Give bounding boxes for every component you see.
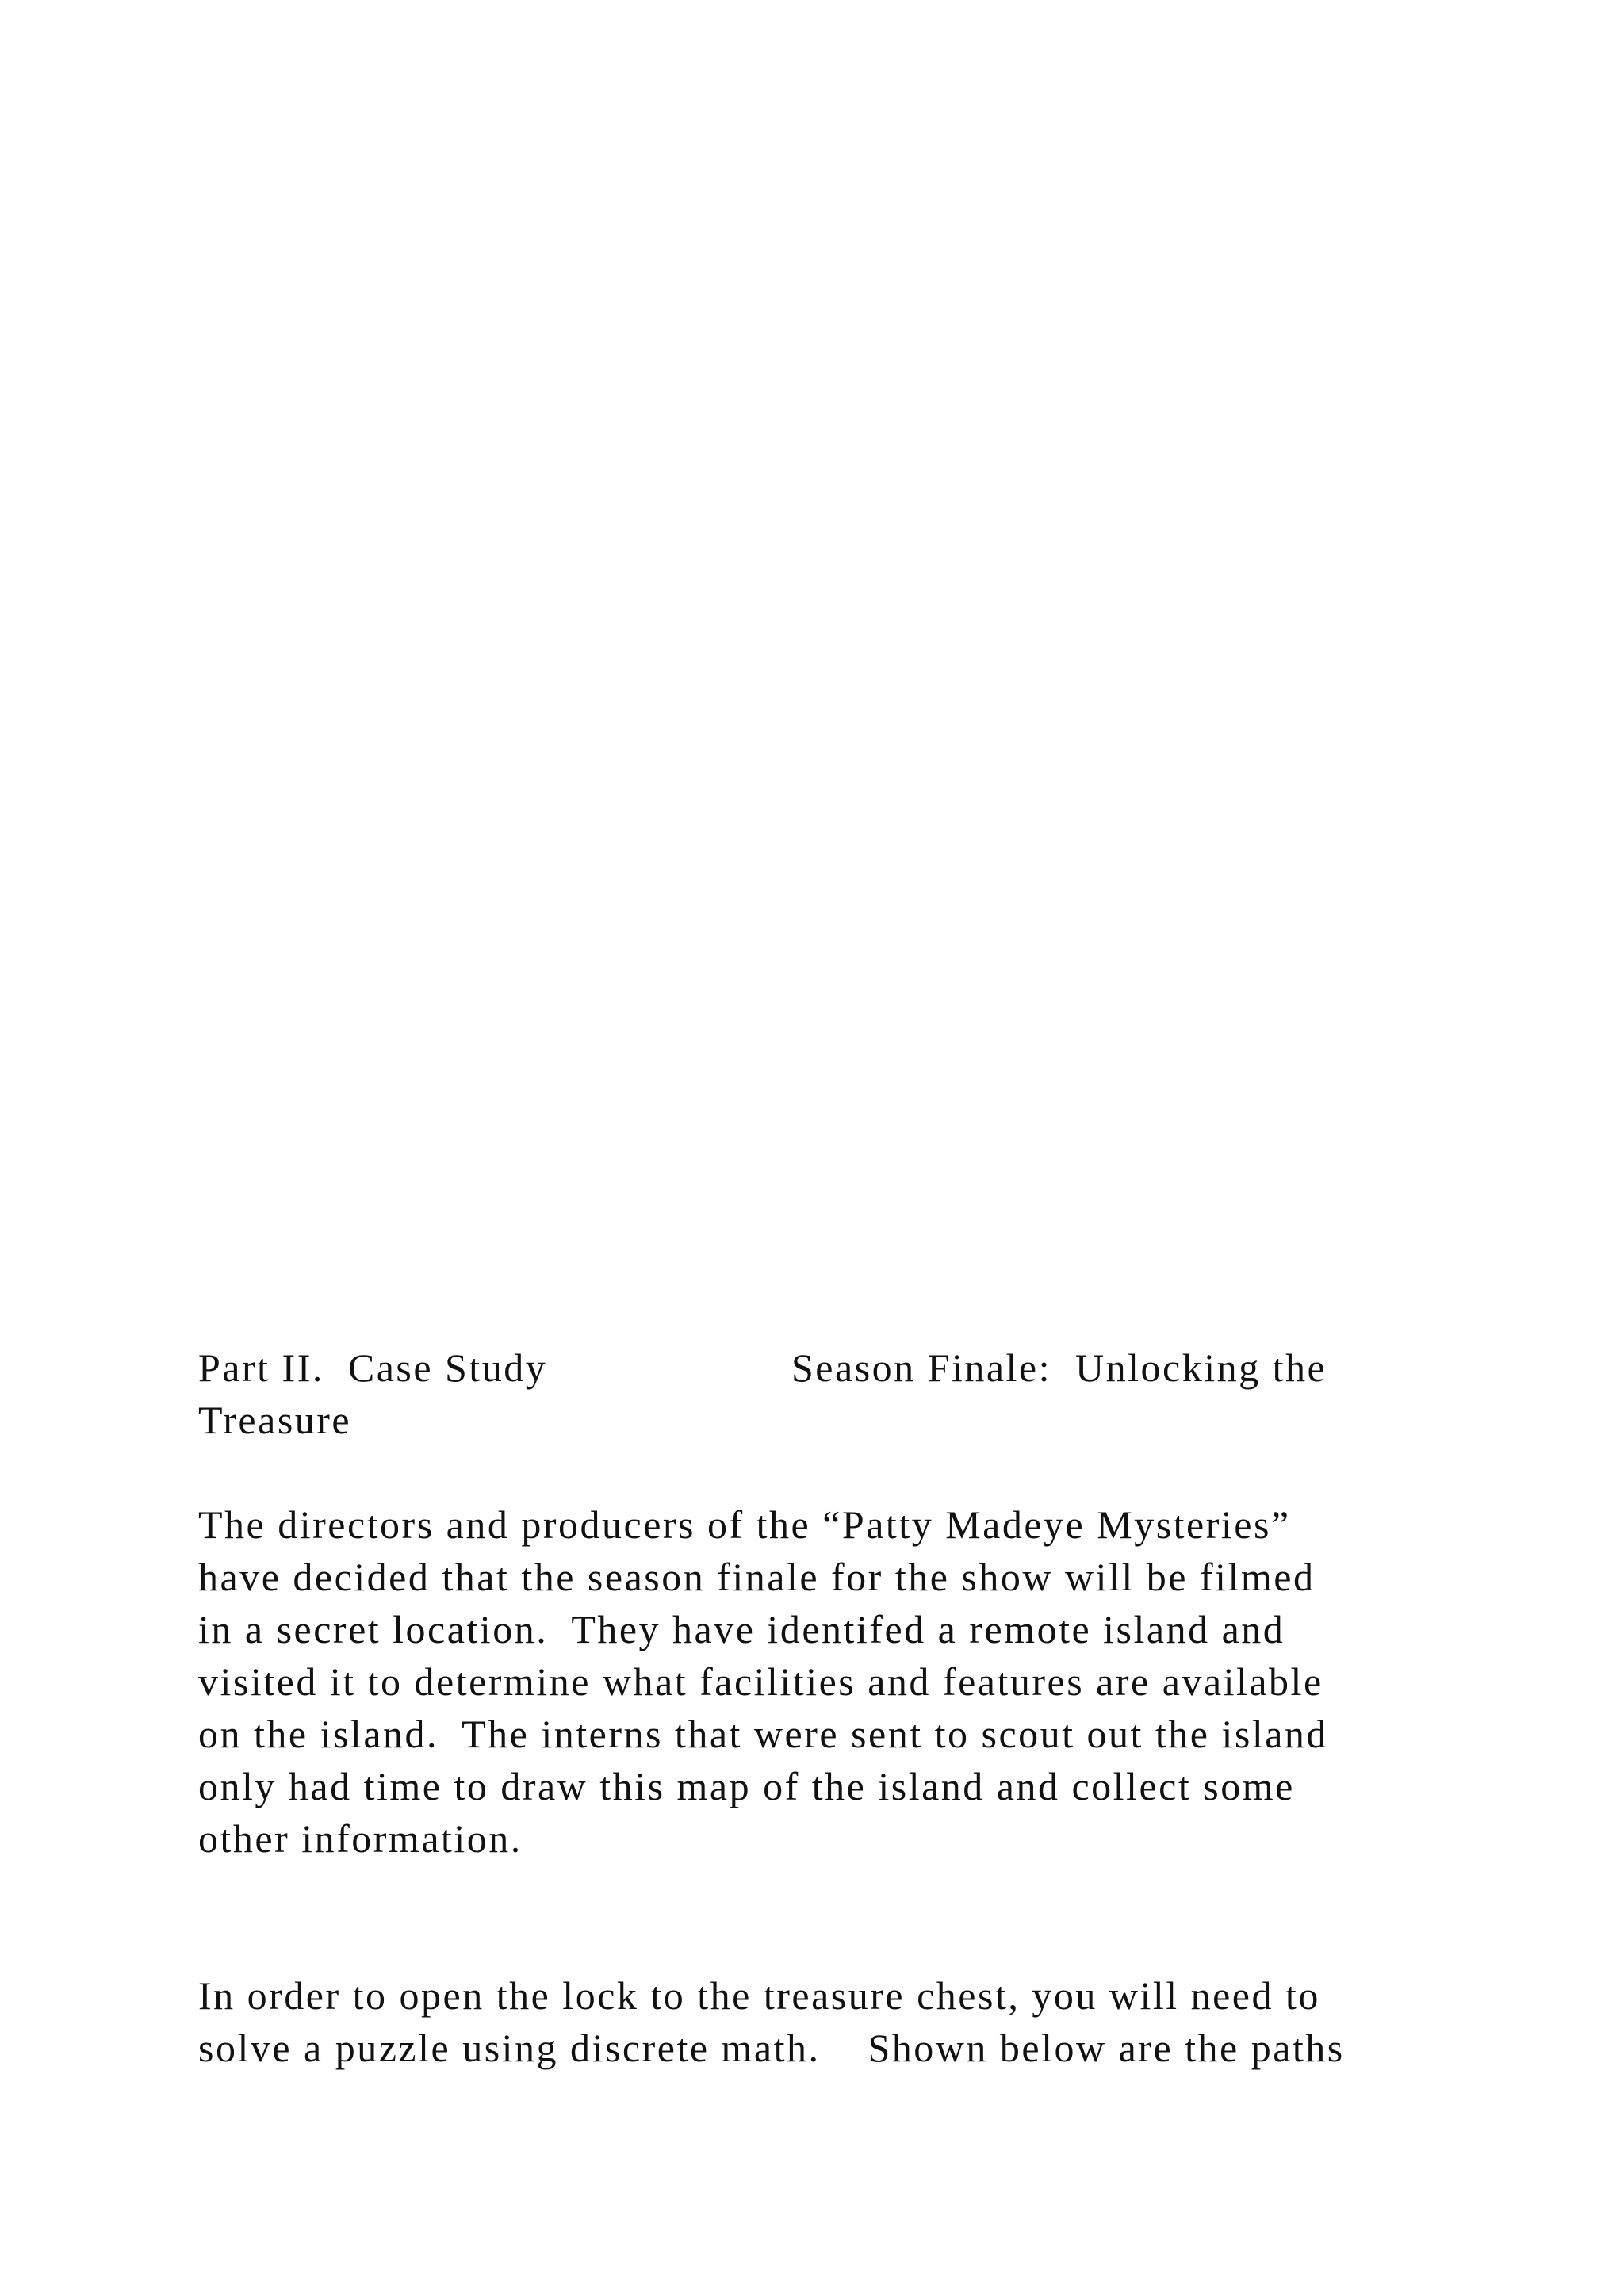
paragraph-line: In order to open the lock to the treasure chest, you will need to [198,1973,1320,2018]
heading-row [198,1341,1467,1394]
spacer [198,1865,1467,1969]
paragraph-line: other information. [198,1816,523,1861]
case-study-title-continued: Treasure [198,1398,352,1442]
paragraph-line: visited it to determine what facilities and features are available [198,1659,1323,1704]
paragraph-line: only had time to draw this map of the island and collect some [198,1764,1295,1808]
puzzle-paragraph [198,1969,1467,2074]
paragraph-line: The directors and producers of the “Patty Madeye Mysteries” [198,1502,1291,1547]
paragraph-line: on the island. The interns that were sent to scout out the island [198,1712,1328,1756]
paragraph-line: solve a puzzle using discrete math. Shown below are the paths [198,2026,1345,2070]
paragraph-line: have decided that the season finale for the show will be filmed [198,1555,1316,1599]
part-label: Part II. Case Study [198,1345,548,1390]
case-study-title: Season Finale: Unlocking the [791,1345,1327,1390]
document-body [198,1341,1467,2074]
paragraph-line: in a secret location. They have identifed a remote island and [198,1607,1285,1651]
spacer [198,1446,1467,1498]
intro-paragraph [198,1498,1467,1865]
